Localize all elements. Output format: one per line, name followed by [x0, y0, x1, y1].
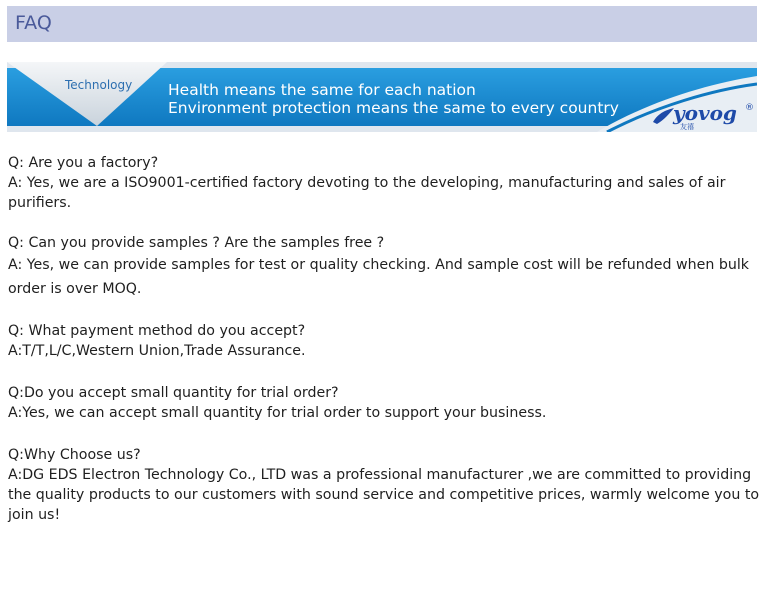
faq-item — [8, 383, 760, 423]
banner-line1: Health means the same for each nation — [168, 81, 476, 99]
faq-answer: A:T/T,L/C,Western Union,Trade Assurance. — [8, 343, 306, 359]
faq-list — [8, 153, 760, 545]
banner-line2: Environment protection means the same to every country — [168, 99, 619, 117]
faq-answer: A:Yes, we can accept small quantity for trial order to support your business. — [8, 405, 547, 421]
faq-header — [7, 6, 757, 42]
faq-question: Q:Why Choose us? — [8, 447, 141, 463]
faq-item — [8, 321, 760, 361]
faq-question: Q: What payment method do you accept? — [8, 323, 306, 339]
logo-chinese: 友禧 — [680, 123, 694, 131]
registered-mark: ® — [745, 103, 754, 113]
faq-item — [8, 445, 760, 525]
faq-title: FAQ — [15, 12, 52, 34]
faq-item — [8, 153, 760, 213]
logo-text: yovog — [673, 101, 737, 125]
faq-answer: A: Yes, we can provide samples for test or quality checking. And sample cost will be refunded when bulk order is over MOQ. — [8, 257, 750, 297]
faq-answer: A: Yes, we are a ISO9001-certified factory devoting to the developing, manufacturing and sales of air purifiers. — [8, 175, 726, 211]
faq-question: Q:Do you accept small quantity for trial order? — [8, 385, 339, 401]
faq-item — [8, 233, 760, 301]
faq-question: Q: Are you a factory? — [8, 155, 159, 171]
faq-question: Q: Can you provide samples ? Are the samples free ? — [8, 235, 385, 251]
banner-tag: Technology — [65, 78, 133, 92]
faq-answer: A:DG EDS Electron Technology Co., LTD was a professional manufacturer ,we are committed to providing the quality products to our customers with sound service and competitive prices, warmly welcome you to join us! — [8, 467, 760, 523]
technology-banner — [7, 62, 757, 132]
